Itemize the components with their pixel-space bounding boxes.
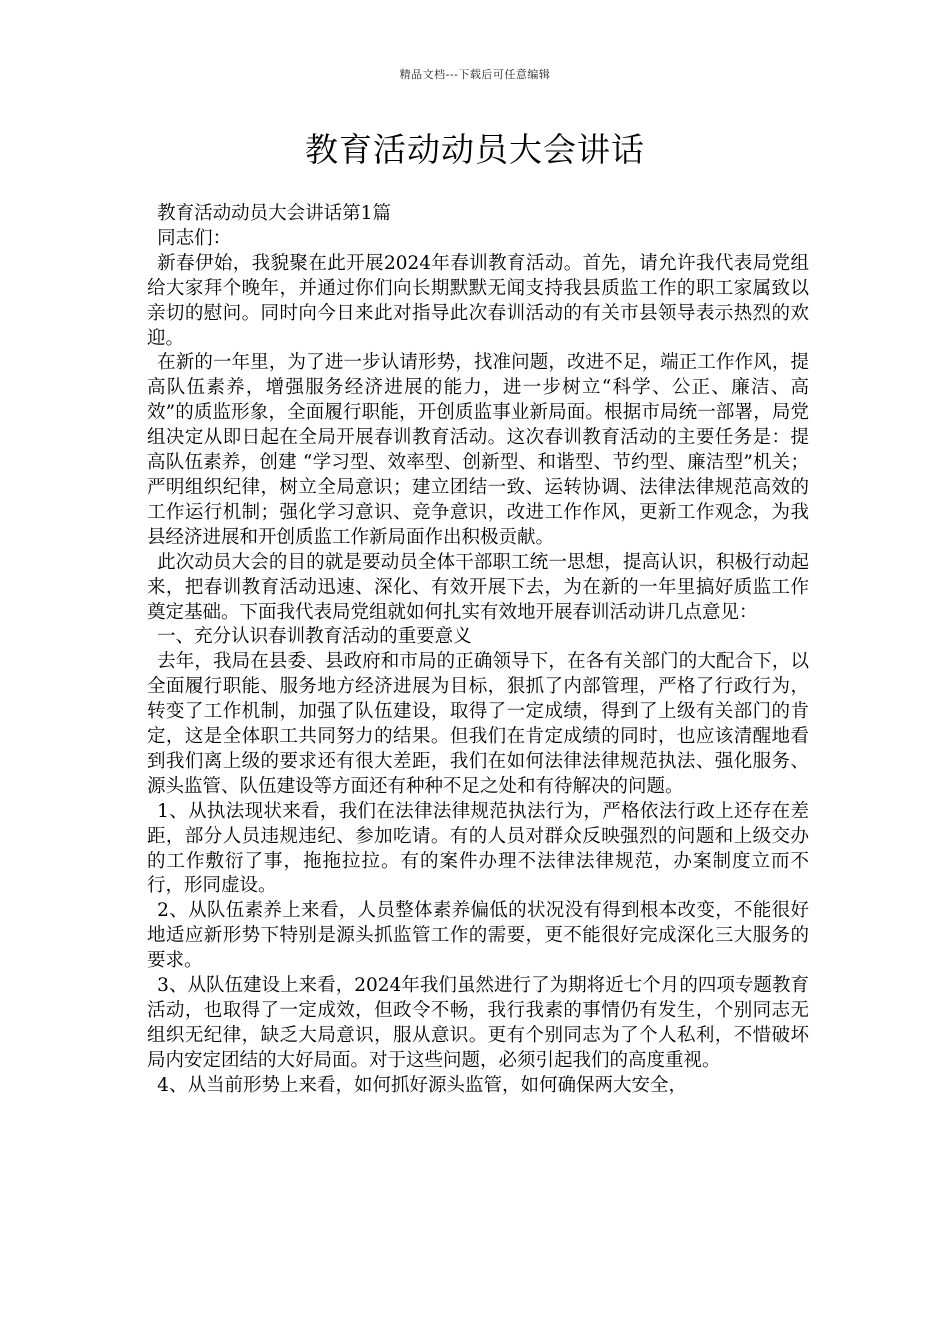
body-paragraph: 去年，我局在县委、县政府和市局的正确领导下，在各有关部门的大配合下，以全面履行职能、服务地方经济进展为目标，狠抓了内部管理，严格了行政行为，转变了工作机制，加强了队伍建设，取得了一定成绩，得到了上级有关部门的肯定，这是全体职工共同努力的结果。但我们在肯定成绩的同时，也应该清醒地看到我们离上级的要求还有很大差距，我们在如何法律法律规范执法、强化服务、源头监管、队伍建设等方面还有种种不足之处和有待解决的问题。 [147, 651, 809, 797]
list-item-paragraph: 1、从执法现状来看，我们在法律法律规范执法行为，严格依法行政上还存在差距，部分人员违规违纪、参加吃请。有的人员对群众反映强烈的问题和上级交办的工作敷衍了事，拖拖拉拉。有的案件办理不法律法律规范，办案制度立而不行，形同虚设。 [147, 800, 809, 897]
list-item-paragraph: 3、从队伍建设上来看，2024年我们虽然进行了为期将近七个月的四项专题教育活动，也取得了一定成效，但政令不畅，我行我素的事情仍有发生，个别同志无组织无纪律，缺乏大局意识，服从意识。更有个别同志为了个人私利，不惜破坏局内安定团结的大好局面。对于这些问题，必须引起我们的高度重视。 [147, 975, 809, 1071]
body-paragraph: 新春伊始，我貌聚在此开展2024年春训教育活动。首先，请允许我代表局党组给大家拜个晚年，并通过你们向长期默默无闻支持我县质监工作的职工家属致以亲切的慰问。同时向今日来此对指导此次春训活动的有关市县领导表示热烈的欢迎。 [147, 252, 809, 349]
document-body [147, 202, 809, 1099]
list-item-paragraph: 4、从当前形势上来看，如何抓好源头监管，如何确保两大安全， [157, 1074, 687, 1096]
body-paragraph: 此次动员大会的目的就是要动员全体干部职工统一思想，提高认识，积极行动起来，把春训教育活动迅速、深化、有效开展下去，为在新的一年里搞好质监工作奠定基础。下面我代表局党组就如何扎实有效地开展春训活动讲几点意见： [147, 551, 809, 623]
section-heading: 一、充分认识春训教育活动的重要意义 [157, 626, 472, 648]
document-title: 教育活动动员大会讲话 [305, 130, 645, 169]
subtitle-paragraph: 教育活动动员大会讲话第1篇 [157, 203, 391, 224]
body-paragraph: 在新的一年里，为了进一步认请形势，找准问题，改进不足，端正工作作风，提高队伍素养，增强服务经济进展的能力，进一步树立“科学、公正、廉洁、高效”的质监形象，全面履行职能，开创质监事业新局面。根据市局统一部署，局党组决定从即日起在全局开展春训教育活动。这次春训教育活动的主要任务是：提高队伍素养，创建 “学习型、效率型、创新型、和谐型、节约型、廉洁型”机关；严明组织纪律，树立全局意识；建立团结一致、运转协调、法律法律规范高效的工作运行机制；强化学习意识、竞争意识，改进工作作风，更新工作观念，为我县经济进展和开创质监工作新局面作出积极贡献。 [147, 352, 809, 548]
header-note: 精品文档---下载后可任意编辑 [399, 68, 551, 81]
salutation-paragraph: 同志们： [157, 227, 232, 249]
list-item-paragraph: 2、从队伍素养上来看，人员整体素养偏低的状况没有得到根本改变，不能很好地适应新形势下特别是源头抓监管工作的需要，更不能很好完成深化三大服务的要求。 [147, 900, 809, 972]
